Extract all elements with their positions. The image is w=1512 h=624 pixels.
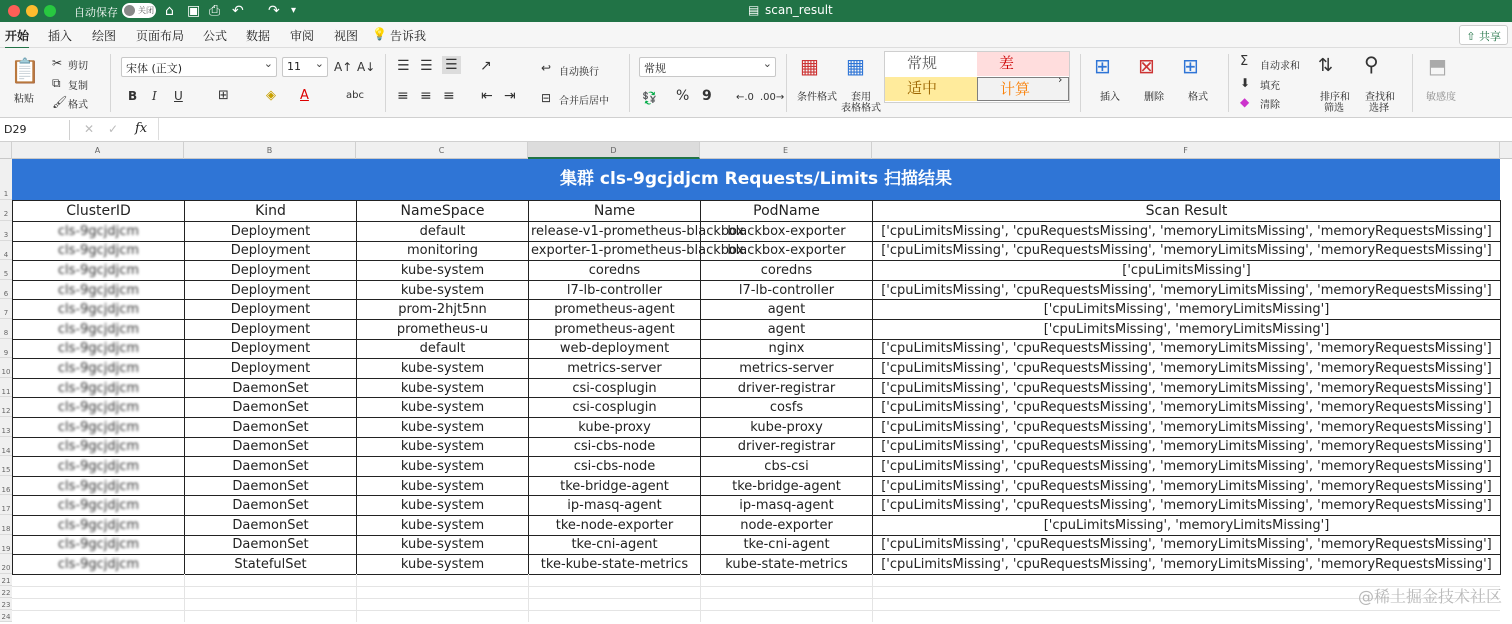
align-top-icon[interactable]: ☰	[397, 58, 410, 74]
table-cell[interactable]: DaemonSet	[185, 378, 357, 398]
table-cell[interactable]: kube-system	[357, 555, 529, 575]
header-cell[interactable]: NameSpace	[357, 201, 529, 222]
copy-label[interactable]: 复制	[68, 81, 88, 92]
table-cell[interactable]: kube-system	[357, 378, 529, 398]
table-row	[13, 222, 1501, 242]
sensitivity-icon[interactable]: ⬒	[1428, 54, 1447, 78]
table-cell[interactable]: blackbox-exporter	[701, 222, 873, 242]
table-cell[interactable]: cbs-csi	[701, 457, 873, 477]
table-cell[interactable]: DaemonSet	[185, 515, 357, 535]
cancel-icon[interactable]: ✕	[84, 122, 95, 136]
find-select-label-2[interactable]: 选择	[1369, 103, 1389, 114]
decrease-indent-icon[interactable]: ⇤	[481, 88, 493, 104]
table-cell[interactable]: ['cpuLimitsMissing', 'cpuRequestsMissing', 'memoryLimitsMissing', 'memoryRequestsMissing']	[873, 241, 1501, 261]
number-format-select[interactable]: 常规 ⌄	[639, 57, 776, 77]
header-cell[interactable]: PodName	[701, 201, 873, 222]
row-header[interactable]: 9	[0, 339, 12, 359]
table-cell[interactable]: Deployment	[185, 319, 357, 339]
table-cell[interactable]: ['cpuLimitsMissing', 'cpuRequestsMissing', 'memoryLimitsMissing', 'memoryRequestsMissing']	[873, 476, 1501, 496]
cell-reference: D29	[4, 123, 27, 136]
table-cell[interactable]: Deployment	[185, 261, 357, 281]
format-painter-icon[interactable]: 🖌	[52, 95, 68, 109]
table-cell[interactable]: DaemonSet	[185, 476, 357, 496]
table-cell[interactable]: prometheus-u	[357, 319, 529, 339]
divider	[1080, 54, 1081, 112]
table-row	[13, 457, 1501, 477]
table-cell[interactable]: kube-proxy	[701, 417, 873, 437]
cluster-id-cell[interactable]: cls-9gcjdjcm	[13, 398, 185, 418]
column-header-c[interactable]: C	[356, 142, 528, 159]
format-as-table-label-2[interactable]: 表格格式	[841, 103, 881, 114]
table-cell[interactable]: cosfs	[701, 398, 873, 418]
styles-more-icon[interactable]: ›	[1058, 73, 1063, 86]
table-cell[interactable]: ['cpuLimitsMissing', 'cpuRequestsMissing', 'memoryLimitsMissing', 'memoryRequestsMissing']	[873, 437, 1501, 457]
table-cell[interactable]: csi-cosplugin	[529, 378, 701, 398]
row-header[interactable]: 13	[0, 417, 12, 437]
percent-button[interactable]: %	[676, 88, 690, 104]
cluster-id-cell[interactable]: cls-9gcjdjcm	[13, 300, 185, 320]
divider	[110, 54, 111, 112]
column-header-e[interactable]: E	[700, 142, 872, 159]
home-icon[interactable]: ⌂	[165, 3, 174, 19]
table-row	[13, 319, 1501, 339]
row-header[interactable]: 3	[0, 221, 12, 241]
column-header-b[interactable]: B	[184, 142, 356, 159]
row-header[interactable]: 1	[0, 159, 12, 200]
style-calculation[interactable]: 计算	[977, 77, 1069, 101]
table-cell[interactable]: prometheus-agent	[529, 300, 701, 320]
save-icon[interactable]: ▣	[187, 3, 201, 19]
column-header-a[interactable]: A	[12, 142, 184, 159]
share-button[interactable]: ⇧ 共享	[1459, 25, 1508, 45]
table-cell[interactable]: ['cpuLimitsMissing', 'cpuRequestsMissing', 'memoryLimitsMissing', 'memoryRequestsMissing']	[873, 496, 1501, 516]
merge-center-button[interactable]: 合并后居中	[559, 96, 609, 107]
redo-icon[interactable]: ↷	[268, 3, 280, 19]
table-cell[interactable]: kube-system	[357, 496, 529, 516]
column-header-f[interactable]: F	[872, 142, 1500, 159]
bold-button[interactable]: B	[128, 89, 138, 103]
table-row	[13, 339, 1501, 359]
divider	[385, 54, 386, 112]
table-cell[interactable]: ['cpuLimitsMissing']	[873, 261, 1501, 281]
sensitivity-button[interactable]: 敏感度	[1426, 92, 1456, 103]
table-cell[interactable]: csi-cosplugin	[529, 398, 701, 418]
print-icon[interactable]: ⎙	[209, 3, 221, 19]
table-cell[interactable]: ip-masq-agent	[529, 496, 701, 516]
align-left-icon[interactable]: ≡	[397, 88, 409, 104]
row-header[interactable]: 24	[0, 610, 12, 622]
clear-icon[interactable]: ◆	[1240, 95, 1250, 109]
format-as-table-icon[interactable]: ▦	[846, 54, 865, 78]
watermark: @稀土掘金技术社区	[1357, 587, 1502, 606]
clear-button[interactable]: 清除	[1260, 100, 1280, 111]
row-header[interactable]: 12	[0, 397, 12, 417]
gridline	[528, 574, 529, 622]
insert-cells-button[interactable]: 插入	[1100, 92, 1120, 103]
table-cell[interactable]: Deployment	[185, 300, 357, 320]
row-header[interactable]: 10	[0, 358, 12, 378]
font-color-icon[interactable]: A	[300, 88, 309, 103]
cluster-id-cell[interactable]: cls-9gcjdjcm	[13, 222, 185, 242]
align-right-icon[interactable]: ≡	[443, 88, 455, 104]
row-header[interactable]: 23	[0, 598, 12, 610]
gridline	[356, 574, 357, 622]
table-cell[interactable]: monitoring	[357, 241, 529, 261]
fill-button[interactable]: 填充	[1260, 81, 1280, 92]
header-cell[interactable]: ClusterID	[13, 201, 185, 222]
row-header[interactable]: 14	[0, 437, 12, 457]
autosave-toggle[interactable]: 关闭	[122, 3, 156, 18]
style-normal[interactable]: 常规	[907, 54, 938, 72]
table-cell[interactable]: StatefulSet	[185, 555, 357, 575]
cut-icon[interactable]: ✂	[52, 56, 63, 70]
function-icon[interactable]: fx	[135, 121, 148, 136]
format-painter-label[interactable]: 格式	[68, 100, 88, 111]
table-cell[interactable]: default	[357, 222, 529, 242]
decrease-decimal-icon[interactable]: .00→	[760, 92, 785, 103]
table-cell[interactable]: ['cpuLimitsMissing', 'memoryLimitsMissing']	[873, 300, 1501, 320]
table-row	[13, 398, 1501, 418]
table-cell[interactable]: Deployment	[185, 280, 357, 300]
row-header[interactable]: 2	[0, 200, 12, 221]
autosum-icon[interactable]: Σ	[1240, 54, 1249, 69]
cut-label[interactable]: 剪切	[68, 61, 88, 72]
delete-cells-icon[interactable]: ⊠	[1138, 54, 1155, 78]
table-row	[13, 476, 1501, 496]
format-cells-button[interactable]: 格式	[1188, 92, 1208, 103]
sort-filter-label-2[interactable]: 筛选	[1324, 103, 1344, 114]
cluster-id-cell[interactable]: cls-9gcjdjcm	[13, 261, 185, 281]
table-cell[interactable]: tke-cni-agent	[701, 535, 873, 555]
table-cell[interactable]: agent	[701, 319, 873, 339]
table-cell[interactable]: ['cpuLimitsMissing', 'cpuRequestsMissing', 'memoryLimitsMissing', 'memoryRequestsMissing']	[873, 280, 1501, 300]
table-cell[interactable]: kube-system	[357, 261, 529, 281]
align-center-icon[interactable]: ≡	[420, 88, 432, 104]
table-cell[interactable]: kube-system	[357, 359, 529, 379]
delete-cells-button[interactable]: 删除	[1144, 92, 1164, 103]
table-cell[interactable]: kube-system	[357, 437, 529, 457]
gridline	[12, 598, 1500, 599]
row-header[interactable]: 16	[0, 476, 12, 496]
phonetic-icon[interactable]: abc	[346, 90, 364, 101]
table-cell[interactable]: DaemonSet	[185, 398, 357, 418]
row-header[interactable]: 18	[0, 515, 12, 535]
cell-styles-gallery	[884, 51, 1070, 103]
copy-icon[interactable]: ⧉	[52, 76, 61, 90]
header-cell[interactable]: Kind	[185, 201, 357, 222]
row-header[interactable]: 19	[0, 535, 12, 555]
find-select-label-1[interactable]: 查找和	[1365, 92, 1395, 103]
merge-center-icon[interactable]: ⊟	[541, 91, 552, 105]
table-cell[interactable]: kube-system	[357, 457, 529, 477]
table-cell[interactable]: default	[357, 339, 529, 359]
table-row	[13, 437, 1501, 457]
cluster-id-cell[interactable]: cls-9gcjdjcm	[13, 555, 185, 575]
style-bad[interactable]: 差	[977, 52, 1069, 76]
cluster-id-cell[interactable]: cls-9gcjdjcm	[13, 417, 185, 437]
table-cell[interactable]: node-exporter	[701, 515, 873, 535]
conditional-format-button[interactable]: 条件格式	[797, 92, 837, 103]
table-cell[interactable]: csi-cbs-node	[529, 437, 701, 457]
table-row	[13, 300, 1501, 320]
table-row	[13, 378, 1501, 398]
cluster-id-cell[interactable]: cls-9gcjdjcm	[13, 319, 185, 339]
table-cell[interactable]: DaemonSet	[185, 496, 357, 516]
table-cell[interactable]: exporter-1-prometheus-blackbox	[529, 241, 701, 261]
cluster-id-cell[interactable]: cls-9gcjdjcm	[13, 515, 185, 535]
conditional-format-icon[interactable]: ▦	[800, 54, 819, 78]
fill-icon[interactable]: ⬇	[1240, 76, 1251, 90]
table-cell[interactable]: tke-kube-state-metrics	[529, 555, 701, 575]
cluster-id-cell[interactable]: cls-9gcjdjcm	[13, 339, 185, 359]
table-cell[interactable]: tke-bridge-agent	[529, 476, 701, 496]
row-header[interactable]: 7	[0, 299, 12, 319]
cluster-id-cell[interactable]: cls-9gcjdjcm	[13, 535, 185, 555]
font-size-select[interactable]: 11 ⌄	[282, 57, 328, 77]
font-name-select[interactable]: 宋体 (正文) ⌄	[121, 57, 277, 77]
divider	[629, 54, 630, 112]
table-row	[13, 515, 1501, 535]
format-as-table-label-1[interactable]: 套用	[851, 92, 871, 103]
tab-data[interactable]: 数据	[246, 29, 271, 43]
row-header[interactable]: 5	[0, 260, 12, 280]
decrease-font-icon[interactable]: A↓	[357, 60, 376, 74]
zoom-window-button[interactable]	[44, 5, 56, 17]
sheet-title-banner[interactable]: 集群 cls-9gcjdjcm Requests/Limits 扫描结果	[12, 159, 1500, 200]
cluster-id-cell[interactable]: cls-9gcjdjcm	[13, 359, 185, 379]
orientation-icon[interactable]: ↗	[480, 58, 492, 74]
autosave-label: 自动保存	[74, 6, 118, 19]
table-cell[interactable]: coredns	[701, 261, 873, 281]
table-cell[interactable]: release-v1-prometheus-blackbox	[529, 222, 701, 242]
customize-toolbar-icon[interactable]: ▾	[291, 5, 297, 16]
table-cell[interactable]: kube-system	[357, 417, 529, 437]
find-select-icon[interactable]: ⚲	[1364, 52, 1379, 76]
share-label: 共享	[1479, 30, 1501, 43]
table-cell[interactable]: coredns	[529, 261, 701, 281]
table-cell[interactable]: ['cpuLimitsMissing', 'cpuRequestsMissing', 'memoryLimitsMissing', 'memoryRequestsMissing']	[873, 378, 1501, 398]
cluster-id-cell[interactable]: cls-9gcjdjcm	[13, 476, 185, 496]
scan-result-table	[12, 200, 1501, 575]
table-cell[interactable]: l7-lb-controller	[529, 280, 701, 300]
fill-color-icon[interactable]: ◈	[266, 88, 276, 103]
paste-icon[interactable]: 📋	[10, 57, 40, 85]
gridline	[184, 574, 185, 622]
increase-decimal-icon[interactable]: ←.0	[736, 92, 754, 103]
wrap-text-button[interactable]: 自动换行	[559, 67, 599, 78]
table-cell[interactable]: metrics-server	[529, 359, 701, 379]
undo-icon[interactable]: ↶	[232, 3, 244, 19]
tab-home[interactable]: 开始	[5, 27, 29, 49]
table-cell[interactable]: metrics-server	[701, 359, 873, 379]
gridline	[12, 586, 1500, 587]
tab-review[interactable]: 审阅	[290, 29, 315, 43]
column-header-d[interactable]: D	[528, 142, 700, 159]
row-header[interactable]: 15	[0, 456, 12, 476]
table-row	[13, 241, 1501, 261]
tab-page-layout[interactable]: 页面布局	[136, 29, 185, 43]
row-header[interactable]: 11	[0, 378, 12, 398]
table-row	[13, 496, 1501, 516]
lightbulb-icon: 💡	[372, 27, 387, 41]
row-header[interactable]: 6	[0, 280, 12, 300]
divider	[1412, 54, 1413, 112]
header-cell[interactable]: Name	[529, 201, 701, 222]
cluster-id-cell[interactable]: cls-9gcjdjcm	[13, 280, 185, 300]
table-cell[interactable]: agent	[701, 300, 873, 320]
borders-icon[interactable]: ⊞	[218, 88, 229, 103]
table-cell[interactable]: web-deployment	[529, 339, 701, 359]
table-cell[interactable]: nginx	[701, 339, 873, 359]
gridline	[872, 574, 873, 622]
file-icon: ▤	[748, 3, 760, 17]
header-row	[13, 201, 1501, 222]
table-cell[interactable]: DaemonSet	[185, 535, 357, 555]
gridline	[700, 574, 701, 622]
italic-button[interactable]: I	[152, 89, 157, 103]
table-row	[13, 417, 1501, 437]
table-cell[interactable]: driver-registrar	[701, 378, 873, 398]
table-cell[interactable]: Deployment	[185, 359, 357, 379]
table-cell[interactable]: blackbox-exporter	[701, 241, 873, 261]
row-header[interactable]: 8	[0, 319, 12, 339]
table-cell[interactable]: kube-system	[357, 515, 529, 535]
table-cell[interactable]: kube-state-metrics	[701, 555, 873, 575]
header-cell[interactable]: Scan Result	[873, 201, 1501, 222]
increase-indent-icon[interactable]: ⇥	[504, 88, 516, 104]
formula-input[interactable]	[158, 118, 1508, 140]
wrap-text-icon[interactable]: ↩	[541, 61, 552, 75]
align-middle-icon[interactable]: ☰	[420, 58, 433, 74]
row-header[interactable]: 17	[0, 495, 12, 515]
cluster-id-cell[interactable]: cls-9gcjdjcm	[13, 437, 185, 457]
close-window-button[interactable]	[8, 5, 20, 17]
tell-me-search[interactable]: 告诉我	[390, 29, 427, 43]
table-cell[interactable]: Deployment	[185, 222, 357, 242]
table-cell[interactable]: l7-lb-controller	[701, 280, 873, 300]
column-headers	[0, 142, 1512, 159]
cluster-id-cell[interactable]: cls-9gcjdjcm	[13, 457, 185, 477]
row-header[interactable]: 4	[0, 241, 12, 261]
table-cell[interactable]: kube-system	[357, 535, 529, 555]
table-row	[13, 280, 1501, 300]
table-cell[interactable]: ['cpuLimitsMissing', 'memoryLimitsMissing']	[873, 515, 1501, 535]
table-row	[13, 555, 1501, 575]
table-cell[interactable]: ['cpuLimitsMissing', 'cpuRequestsMissing', 'memoryLimitsMissing', 'memoryRequestsMissing']	[873, 398, 1501, 418]
increase-font-icon[interactable]: A↑	[334, 60, 353, 74]
table-cell[interactable]: kube-system	[357, 280, 529, 300]
table-cell[interactable]: kube-system	[357, 476, 529, 496]
table-cell[interactable]: kube-system	[357, 398, 529, 418]
table-cell[interactable]: tke-cni-agent	[529, 535, 701, 555]
select-all-corner[interactable]	[0, 142, 12, 159]
table-cell[interactable]: ['cpuLimitsMissing', 'cpuRequestsMissing', 'memoryLimitsMissing', 'memoryRequestsMissing']	[873, 457, 1501, 477]
divider	[786, 54, 787, 112]
table-cell[interactable]: ['cpuLimitsMissing', 'cpuRequestsMissing', 'memoryLimitsMissing', 'memoryRequestsMissing']	[873, 417, 1501, 437]
ribbon-tabs	[0, 22, 1512, 48]
autosum-button[interactable]: 自动求和	[1260, 61, 1300, 72]
underline-button[interactable]: U	[174, 89, 183, 103]
sort-filter-icon[interactable]: ⇅	[1318, 55, 1334, 76]
table-cell[interactable]: tke-bridge-agent	[701, 476, 873, 496]
tab-formulas[interactable]: 公式	[203, 29, 228, 43]
table-cell[interactable]: Deployment	[185, 241, 357, 261]
table-cell[interactable]: ['cpuLimitsMissing', 'cpuRequestsMissing', 'memoryLimitsMissing', 'memoryRequestsMissing']	[873, 339, 1501, 359]
currency-icon[interactable]: 💱	[642, 91, 657, 105]
table-cell[interactable]: ip-masq-agent	[701, 496, 873, 516]
table-cell[interactable]: ['cpuLimitsMissing', 'memoryLimitsMissing']	[873, 319, 1501, 339]
row-header[interactable]: 22	[0, 586, 12, 598]
comma-button[interactable]: 9	[702, 88, 712, 104]
table-cell[interactable]: ['cpuLimitsMissing', 'cpuRequestsMissing', 'memoryLimitsMissing', 'memoryRequestsMissing']	[873, 535, 1501, 555]
table-cell[interactable]: prom-2hjt5nn	[357, 300, 529, 320]
tab-draw[interactable]: 绘图	[92, 29, 117, 43]
table-cell[interactable]: ['cpuLimitsMissing', 'cpuRequestsMissing', 'memoryLimitsMissing', 'memoryRequestsMissing']	[873, 555, 1501, 575]
table-cell[interactable]: Deployment	[185, 339, 357, 359]
paste-label: 粘贴	[14, 94, 34, 105]
cluster-id-cell[interactable]: cls-9gcjdjcm	[13, 378, 185, 398]
table-row	[13, 261, 1501, 281]
window-filename: scan_result	[765, 3, 833, 17]
tab-view[interactable]: 视图	[334, 29, 359, 43]
table-cell[interactable]: tke-node-exporter	[529, 515, 701, 535]
table-cell[interactable]: ['cpuLimitsMissing', 'cpuRequestsMissing', 'memoryLimitsMissing', 'memoryRequestsMissing']	[873, 222, 1501, 242]
minimize-window-button[interactable]	[26, 5, 38, 17]
align-bottom-icon[interactable]: ☰	[442, 56, 461, 74]
table-cell[interactable]: driver-registrar	[701, 437, 873, 457]
gridline	[12, 610, 1500, 611]
formula-bar	[0, 118, 1512, 142]
table-cell[interactable]: csi-cbs-node	[529, 457, 701, 477]
table-cell[interactable]: DaemonSet	[185, 457, 357, 477]
name-box[interactable]	[0, 120, 70, 140]
table-cell[interactable]: DaemonSet	[185, 417, 357, 437]
row-header[interactable]: 21	[0, 574, 12, 586]
sort-filter-label-1[interactable]: 排序和	[1320, 92, 1350, 103]
table-cell[interactable]: prometheus-agent	[529, 319, 701, 339]
format-cells-icon[interactable]: ⊞	[1182, 54, 1199, 78]
table-cell[interactable]: DaemonSet	[185, 437, 357, 457]
table-row	[13, 535, 1501, 555]
title-bar	[0, 0, 1512, 22]
row-header[interactable]: 20	[0, 554, 12, 574]
table-cell[interactable]: ['cpuLimitsMissing', 'cpuRequestsMissing', 'memoryLimitsMissing', 'memoryRequestsMissing']	[873, 359, 1501, 379]
insert-cells-icon[interactable]: ⊞	[1094, 54, 1111, 78]
table-cell[interactable]: kube-proxy	[529, 417, 701, 437]
cluster-id-cell[interactable]: cls-9gcjdjcm	[13, 241, 185, 261]
divider	[1228, 54, 1229, 112]
ribbon	[0, 48, 1512, 118]
table-row	[13, 359, 1501, 379]
style-neutral[interactable]: 适中	[885, 77, 977, 101]
confirm-icon[interactable]: ✓	[108, 122, 119, 136]
tab-insert[interactable]: 插入	[48, 29, 73, 43]
cluster-id-cell[interactable]: cls-9gcjdjcm	[13, 496, 185, 516]
